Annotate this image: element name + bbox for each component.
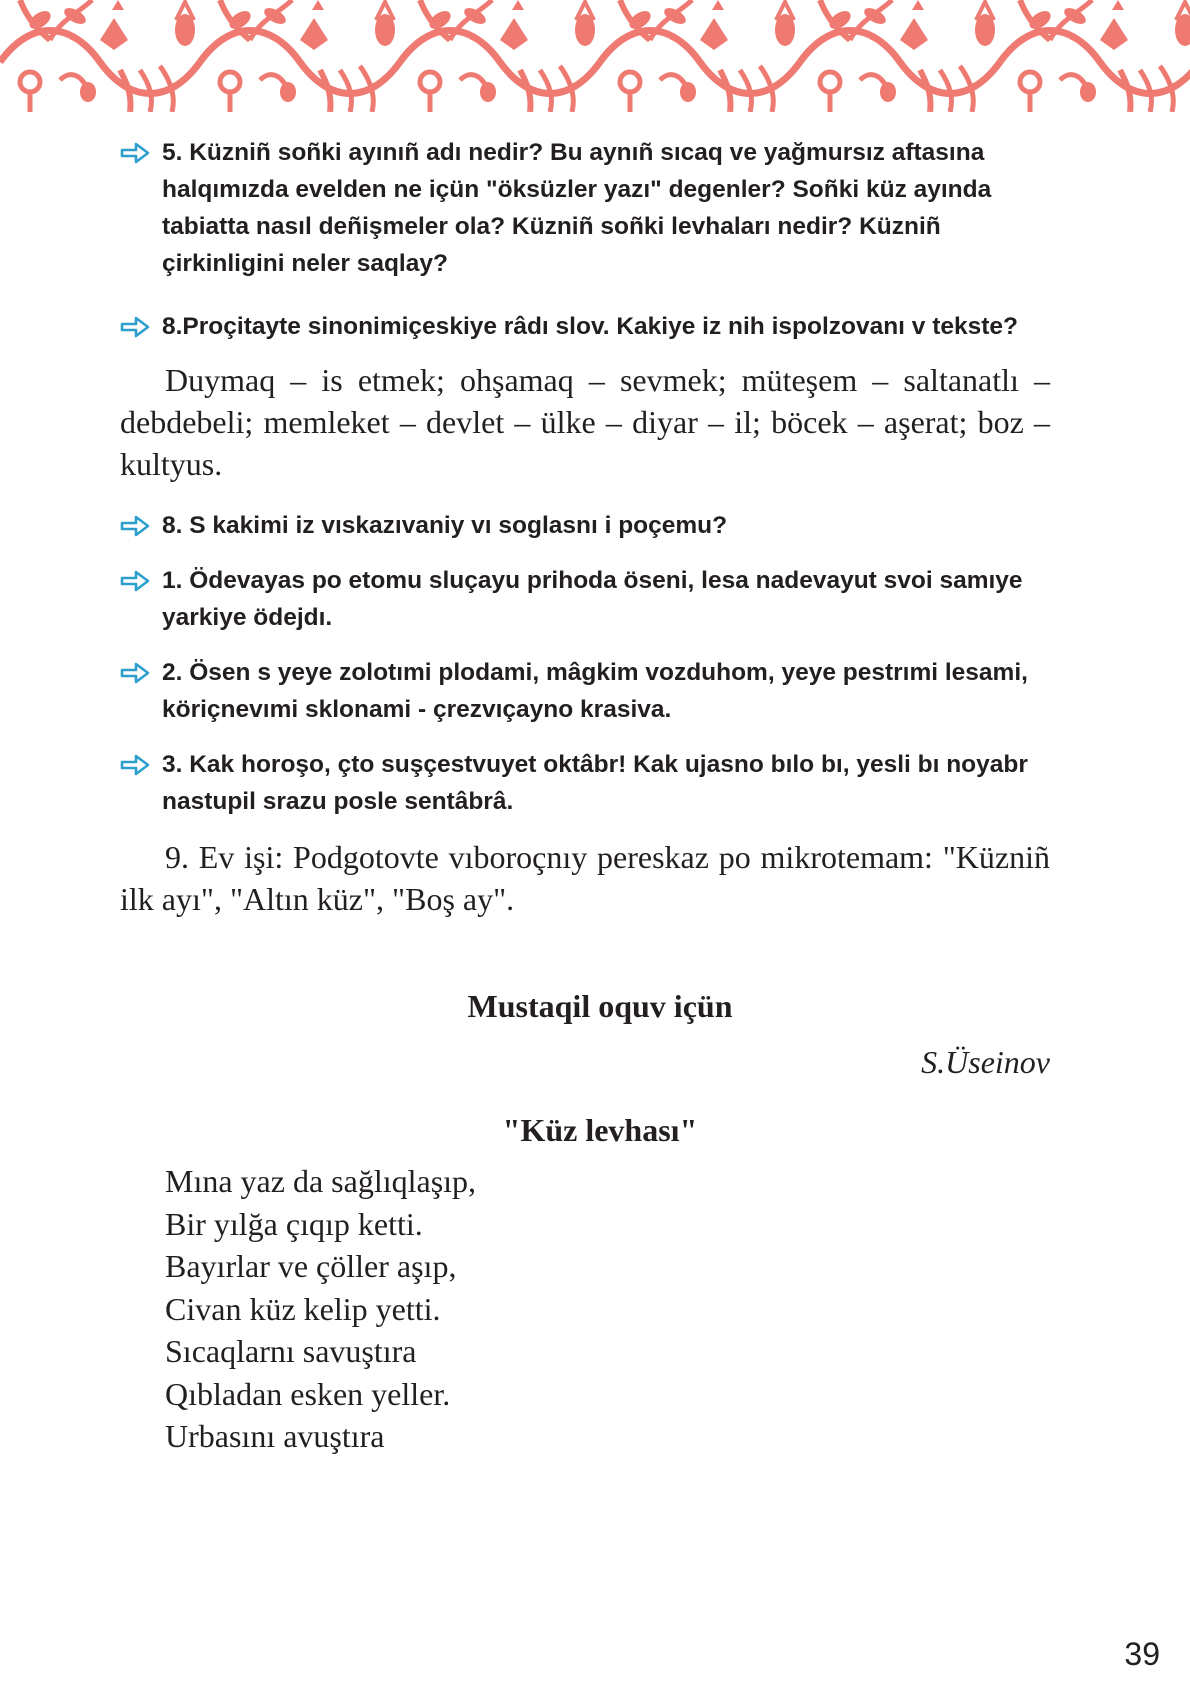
header-ornament bbox=[0, 0, 1190, 112]
right-arrow-icon bbox=[120, 515, 150, 537]
floral-ornament-icon bbox=[0, 0, 1190, 112]
task-text: 1. Ödevayas po etomu sluçayu prihoda öseni, lesa nadevayut svoi samıye yarkiye ödejdı. bbox=[162, 567, 1023, 631]
poem-author: S.Üseinov bbox=[921, 1044, 1050, 1080]
page-number: 39 bbox=[1124, 1636, 1160, 1672]
poem-line: Mına yaz da sağlıqlaşıp, bbox=[165, 1163, 477, 1199]
section-title: Mustaqil oquv içün bbox=[467, 988, 733, 1024]
right-arrow-icon bbox=[120, 662, 150, 684]
poem-stanza bbox=[165, 1160, 1050, 1458]
poem-line: Bayırlar ve çöller aşıp, bbox=[165, 1248, 457, 1284]
task-text: 2. Ösen s yeye zolotımi plodami, mâgkim vozduhom, yeye pestrımi lesami, köriçnevımi sklonami - çrezvıçayno krasiva. bbox=[162, 659, 1028, 723]
homework-paragraph: 9. Ev işi: Podgotovte vıboroçnıy pereskaz po mikrotemam: "Küzniñ ilk ayı", "Altın küz", "Boş ay". bbox=[120, 839, 1050, 917]
right-arrow-icon bbox=[120, 754, 150, 776]
poem-line: Bir yılğa çıqıp ketti. bbox=[165, 1205, 423, 1242]
poem-line: Sıcaqlarnı savuştıra bbox=[165, 1333, 417, 1369]
poem-line: Urbasını avuştıra bbox=[165, 1418, 385, 1454]
task-item-statement-1 bbox=[120, 562, 1050, 636]
task-item-statements bbox=[120, 507, 1050, 544]
task-item-statement-2 bbox=[120, 654, 1050, 728]
task-text: 5. Küzniñ soñki ayınıñ adı nedir? Bu aynıñ sıcaq ve yağmursız aftasına halqımızda evelden ne içün "öksüzler yazı" degenler? Soñki küz ayında tabiatta nasıl deñişmeler ola? Küzniñ soñki levhaları nedir? Küzniñ çirkinligini neler saqlay? bbox=[162, 139, 992, 277]
right-arrow-icon bbox=[120, 316, 150, 338]
right-arrow-icon bbox=[120, 570, 150, 592]
poem-line: Qıbladan esken yeller. bbox=[165, 1375, 451, 1412]
poem-line: Civan küz kelip yetti. bbox=[165, 1290, 441, 1327]
task-text: 8.Proçitayte sinonimiçeskiye râdı slov. Kakiye iz nih ispolzovanı v tekste? bbox=[162, 313, 1019, 340]
task-text: 3. Kak horoşo, çto suşçestvuyet oktâbr! Kak ujasno bılo bı, yesli bı noyabr nastupil srazu posle sentâbrâ. bbox=[162, 751, 1028, 815]
poem-title: "Küz levhası" bbox=[502, 1112, 698, 1148]
page-content bbox=[120, 134, 1050, 1458]
right-arrow-icon bbox=[120, 142, 150, 164]
task-item-statement-3 bbox=[120, 746, 1050, 820]
task-text: 8. S kakimi iz vıskazıvaniy vı soglasnı i poçemu? bbox=[162, 512, 728, 539]
synonyms-paragraph: Duymaq – is etmek; ohşamaq – sevmek; müteşem – saltanatlı – debdebeli; memleket – devlet – ülke – diyar – il; böcek – aşerat; boz – kultyus. bbox=[120, 362, 1050, 482]
task-item-5 bbox=[120, 134, 1050, 282]
task-item-synonyms bbox=[120, 308, 1050, 345]
